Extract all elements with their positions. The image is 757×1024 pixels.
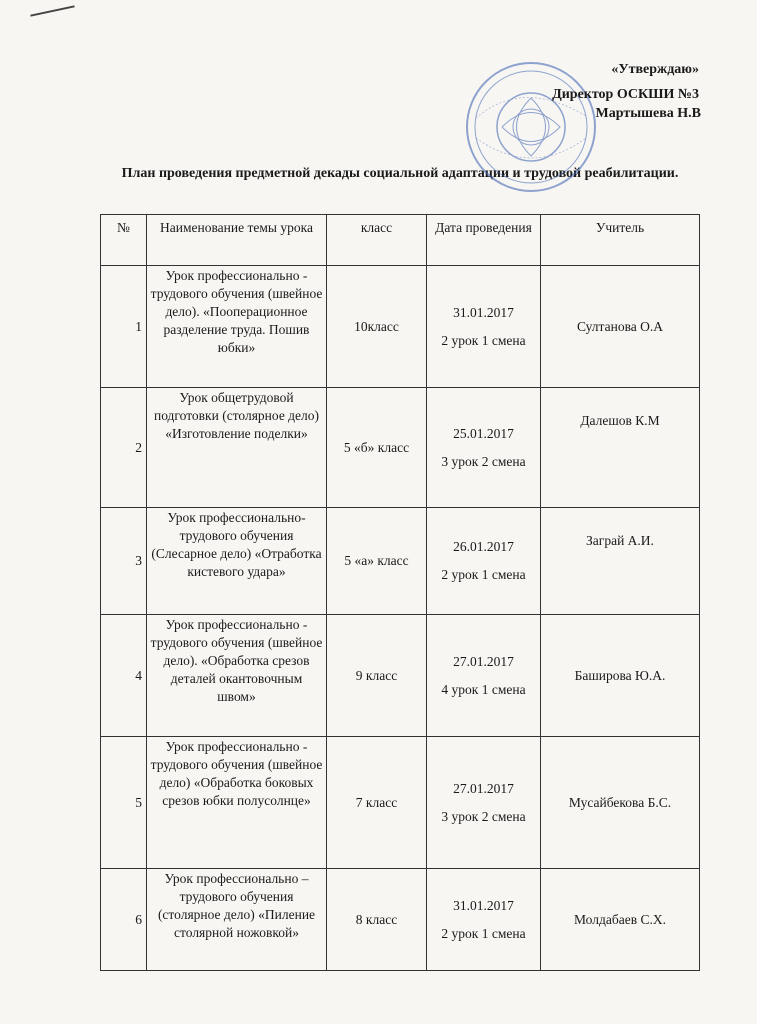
row-lesson: Урок профессионально - трудового обучения (швейное дело). «Пооперационное разделение труда. Пошив юбки» <box>147 266 327 388</box>
row-time: 2 урок 1 смена <box>441 925 526 941</box>
header-date: Дата проведения <box>427 215 541 266</box>
row-lesson: Урок профессионально-трудового обучения (Слесарное дело) «Отработка кистевого удара» <box>147 508 327 615</box>
row-date-cell <box>427 615 541 737</box>
row-teacher: Молдабаев С.Х. <box>541 869 700 971</box>
table-row <box>101 737 700 869</box>
approval-name: Мартышева Н.В <box>595 106 701 121</box>
row-date: 31.01.2017 <box>453 304 514 320</box>
scan-mark <box>30 5 74 16</box>
table-row <box>101 266 700 388</box>
row-date-cell <box>427 737 541 869</box>
row-teacher: Султанова О.А <box>541 266 700 388</box>
row-lesson: Урок профессионально - трудового обучения (швейное дело). «Обработка срезов деталей окантовочным швом» <box>147 615 327 737</box>
row-teacher: Заграй А.И. <box>541 508 700 615</box>
approval-position: Директор ОСКШИ №3 <box>552 87 699 102</box>
plan-table <box>100 214 700 971</box>
table-row <box>101 869 700 971</box>
row-number: 1 <box>101 266 147 388</box>
row-number: 3 <box>101 508 147 615</box>
row-number: 2 <box>101 388 147 508</box>
row-date-cell <box>427 266 541 388</box>
row-date: 27.01.2017 <box>453 653 514 669</box>
row-class: 9 класс <box>327 615 427 737</box>
row-date-cell <box>427 388 541 508</box>
header-number: № <box>101 215 147 266</box>
row-teacher: Мусайбекова Б.С. <box>541 737 700 869</box>
row-number: 4 <box>101 615 147 737</box>
row-time: 4 урок 1 смена <box>441 681 526 697</box>
document-title: План проведения предметной декады социальной адаптации и трудовой реабилитации. <box>121 166 679 181</box>
row-teacher: Далешов К.М <box>541 388 700 508</box>
row-lesson: Урок общетрудовой подготовки (столярное дело) «Изготовление поделки» <box>147 388 327 508</box>
table-row <box>101 615 700 737</box>
row-time: 2 урок 1 смена <box>441 332 526 348</box>
row-date: 26.01.2017 <box>453 539 514 554</box>
row-class: 5 «а» класс <box>327 508 427 615</box>
row-date: 31.01.2017 <box>453 897 514 913</box>
table-header-row <box>101 215 700 266</box>
row-number: 6 <box>101 869 147 971</box>
table-row <box>101 388 700 508</box>
approval-block <box>552 60 699 123</box>
table-row <box>101 508 700 615</box>
row-time: 3 урок 2 смена <box>441 453 526 469</box>
row-lesson: Урок профессионально – трудового обучения (столярное дело) «Пиление столярной ножовкой» <box>147 869 327 971</box>
header-class: класс <box>327 215 427 266</box>
row-date: 25.01.2017 <box>453 425 514 441</box>
row-teacher: Баширова Ю.А. <box>541 615 700 737</box>
row-class: 7 класс <box>327 737 427 869</box>
row-class: 5 «б» класс <box>327 388 427 508</box>
row-time: 2 урок 1 смена <box>441 567 526 582</box>
row-date-cell <box>427 869 541 971</box>
header-lesson-topic: Наименование темы урока <box>147 215 327 266</box>
header-teacher: Учитель <box>541 215 700 266</box>
row-class: 10класс <box>327 266 427 388</box>
row-time: 3 урок 2 смена <box>441 808 526 824</box>
approval-title: «Утверждаю» <box>611 62 699 77</box>
row-date-cell <box>427 508 541 615</box>
row-class: 8 класс <box>327 869 427 971</box>
row-number: 5 <box>101 737 147 869</box>
row-date: 27.01.2017 <box>453 780 514 796</box>
row-lesson: Урок профессионально - трудового обучения (швейное дело) «Обработка боковых срезов юбки полусолнце» <box>147 737 327 869</box>
